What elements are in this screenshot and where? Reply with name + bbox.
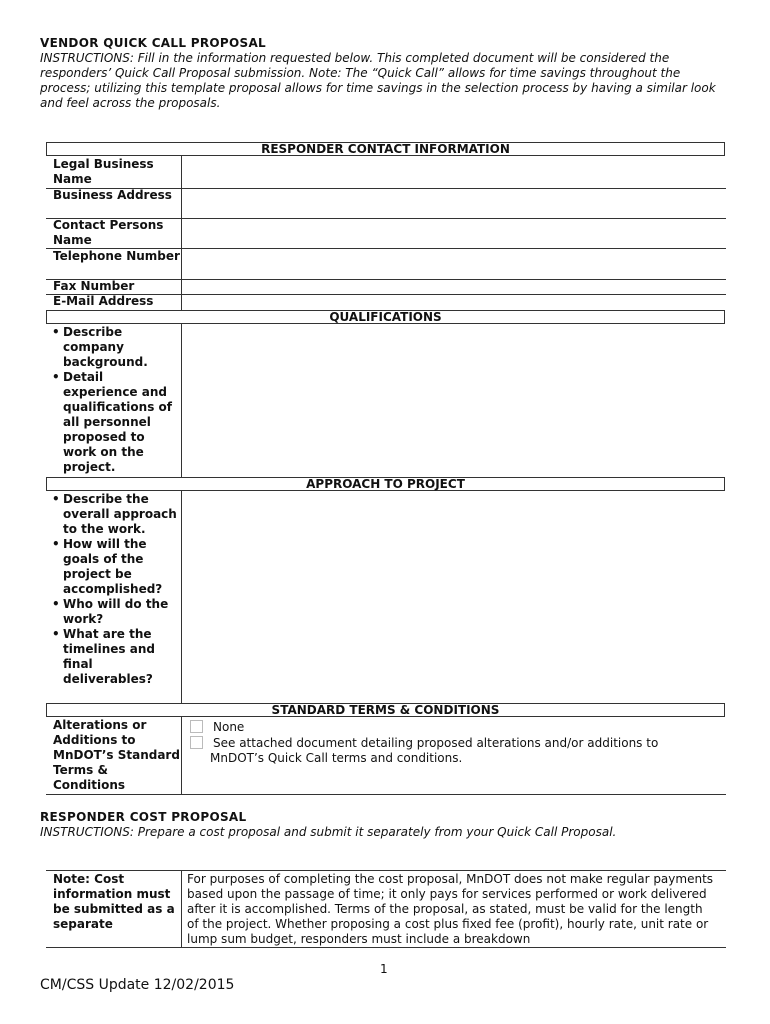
see-attached-checkbox[interactable]	[190, 736, 203, 749]
cost-instructions-text: INSTRUCTIONS: Prepare a cost proposal and submit it separately from your Quick Call Proposal.	[40, 825, 617, 839]
page-number: 1	[380, 962, 388, 976]
footer-update-text: CM/CSS Update 12/02/2015	[40, 977, 235, 993]
approach-response-field[interactable]	[184, 493, 724, 702]
approach-section-heading: APPROACH TO PROJECT	[46, 477, 725, 491]
see-attached-option-label: See attached document detailing proposed alterations and/or additions to MnDOT’s Quick Call terms and conditions.	[210, 736, 659, 765]
contact-persons-name-label: Contact Persons Name	[53, 218, 164, 247]
telephone-number-label: Telephone Number	[53, 249, 180, 263]
approach-bullet-list	[50, 492, 178, 687]
cost-note-label: Note: Cost information must be submitted as a separate	[53, 872, 175, 931]
contact-persons-name-field[interactable]	[184, 219, 724, 248]
qualifications-response-field[interactable]	[184, 326, 724, 476]
fax-number-label: Fax Number	[53, 279, 135, 293]
email-address-label: E-Mail Address	[53, 294, 154, 308]
legal-business-name-label: Legal Business Name	[53, 157, 154, 186]
list-item: • Describe the overall approach to the work.	[50, 492, 178, 537]
business-address-label: Business Address	[53, 188, 172, 202]
terms-section-heading: STANDARD TERMS & CONDITIONS	[46, 703, 725, 717]
email-address-field[interactable]	[184, 295, 724, 309]
fax-number-field[interactable]	[184, 280, 724, 294]
legal-business-name-field[interactable]	[184, 157, 724, 187]
terms-label: Alterations or Additions to MnDOT’s Standard Terms & Conditions	[53, 718, 180, 792]
cost-proposal-title: RESPONDER COST PROPOSAL	[40, 810, 247, 824]
qualifications-section-heading: QUALIFICATIONS	[46, 310, 725, 324]
contact-section-heading: RESPONDER CONTACT INFORMATION	[46, 142, 725, 156]
none-checkbox[interactable]	[190, 720, 203, 733]
qualifications-bullet-list	[50, 325, 178, 475]
none-option-label: None	[213, 720, 245, 734]
document-title: VENDOR QUICK CALL PROPOSAL	[40, 36, 266, 50]
telephone-number-field[interactable]	[184, 249, 724, 278]
business-address-field[interactable]	[184, 189, 724, 218]
list-item: • Detail experience and qualifications of all personnel proposed to work on the project.	[50, 370, 178, 475]
list-item: • Describe company background.	[50, 325, 178, 370]
list-item: • How will the goals of the project be accomplished?	[50, 537, 178, 597]
instructions-text: INSTRUCTIONS: Fill in the information requested below. This completed document will be considered the responders’ Quick Call Proposal submission. Note: The “Quick Call” allows for time savings throughout the process; utilizing this template proposal allows for time savings in the selection process by having a similar look and feel across the proposals.	[40, 51, 716, 110]
list-item: • What are the timelines and final deliverables?	[50, 627, 178, 687]
list-item: • Who will do the work?	[50, 597, 178, 627]
cost-note-text: For purposes of completing the cost proposal, MnDOT does not make regular payments based upon the passage of time; it only pays for services performed or work delivered after it is accomplished. Terms of the proposal, as stated, must be valid for the length of the project. Whether proposing a cost plus fixed fee (profit), hourly rate, unit rate or lump sum budget, responders must include a breakdown	[187, 872, 714, 946]
